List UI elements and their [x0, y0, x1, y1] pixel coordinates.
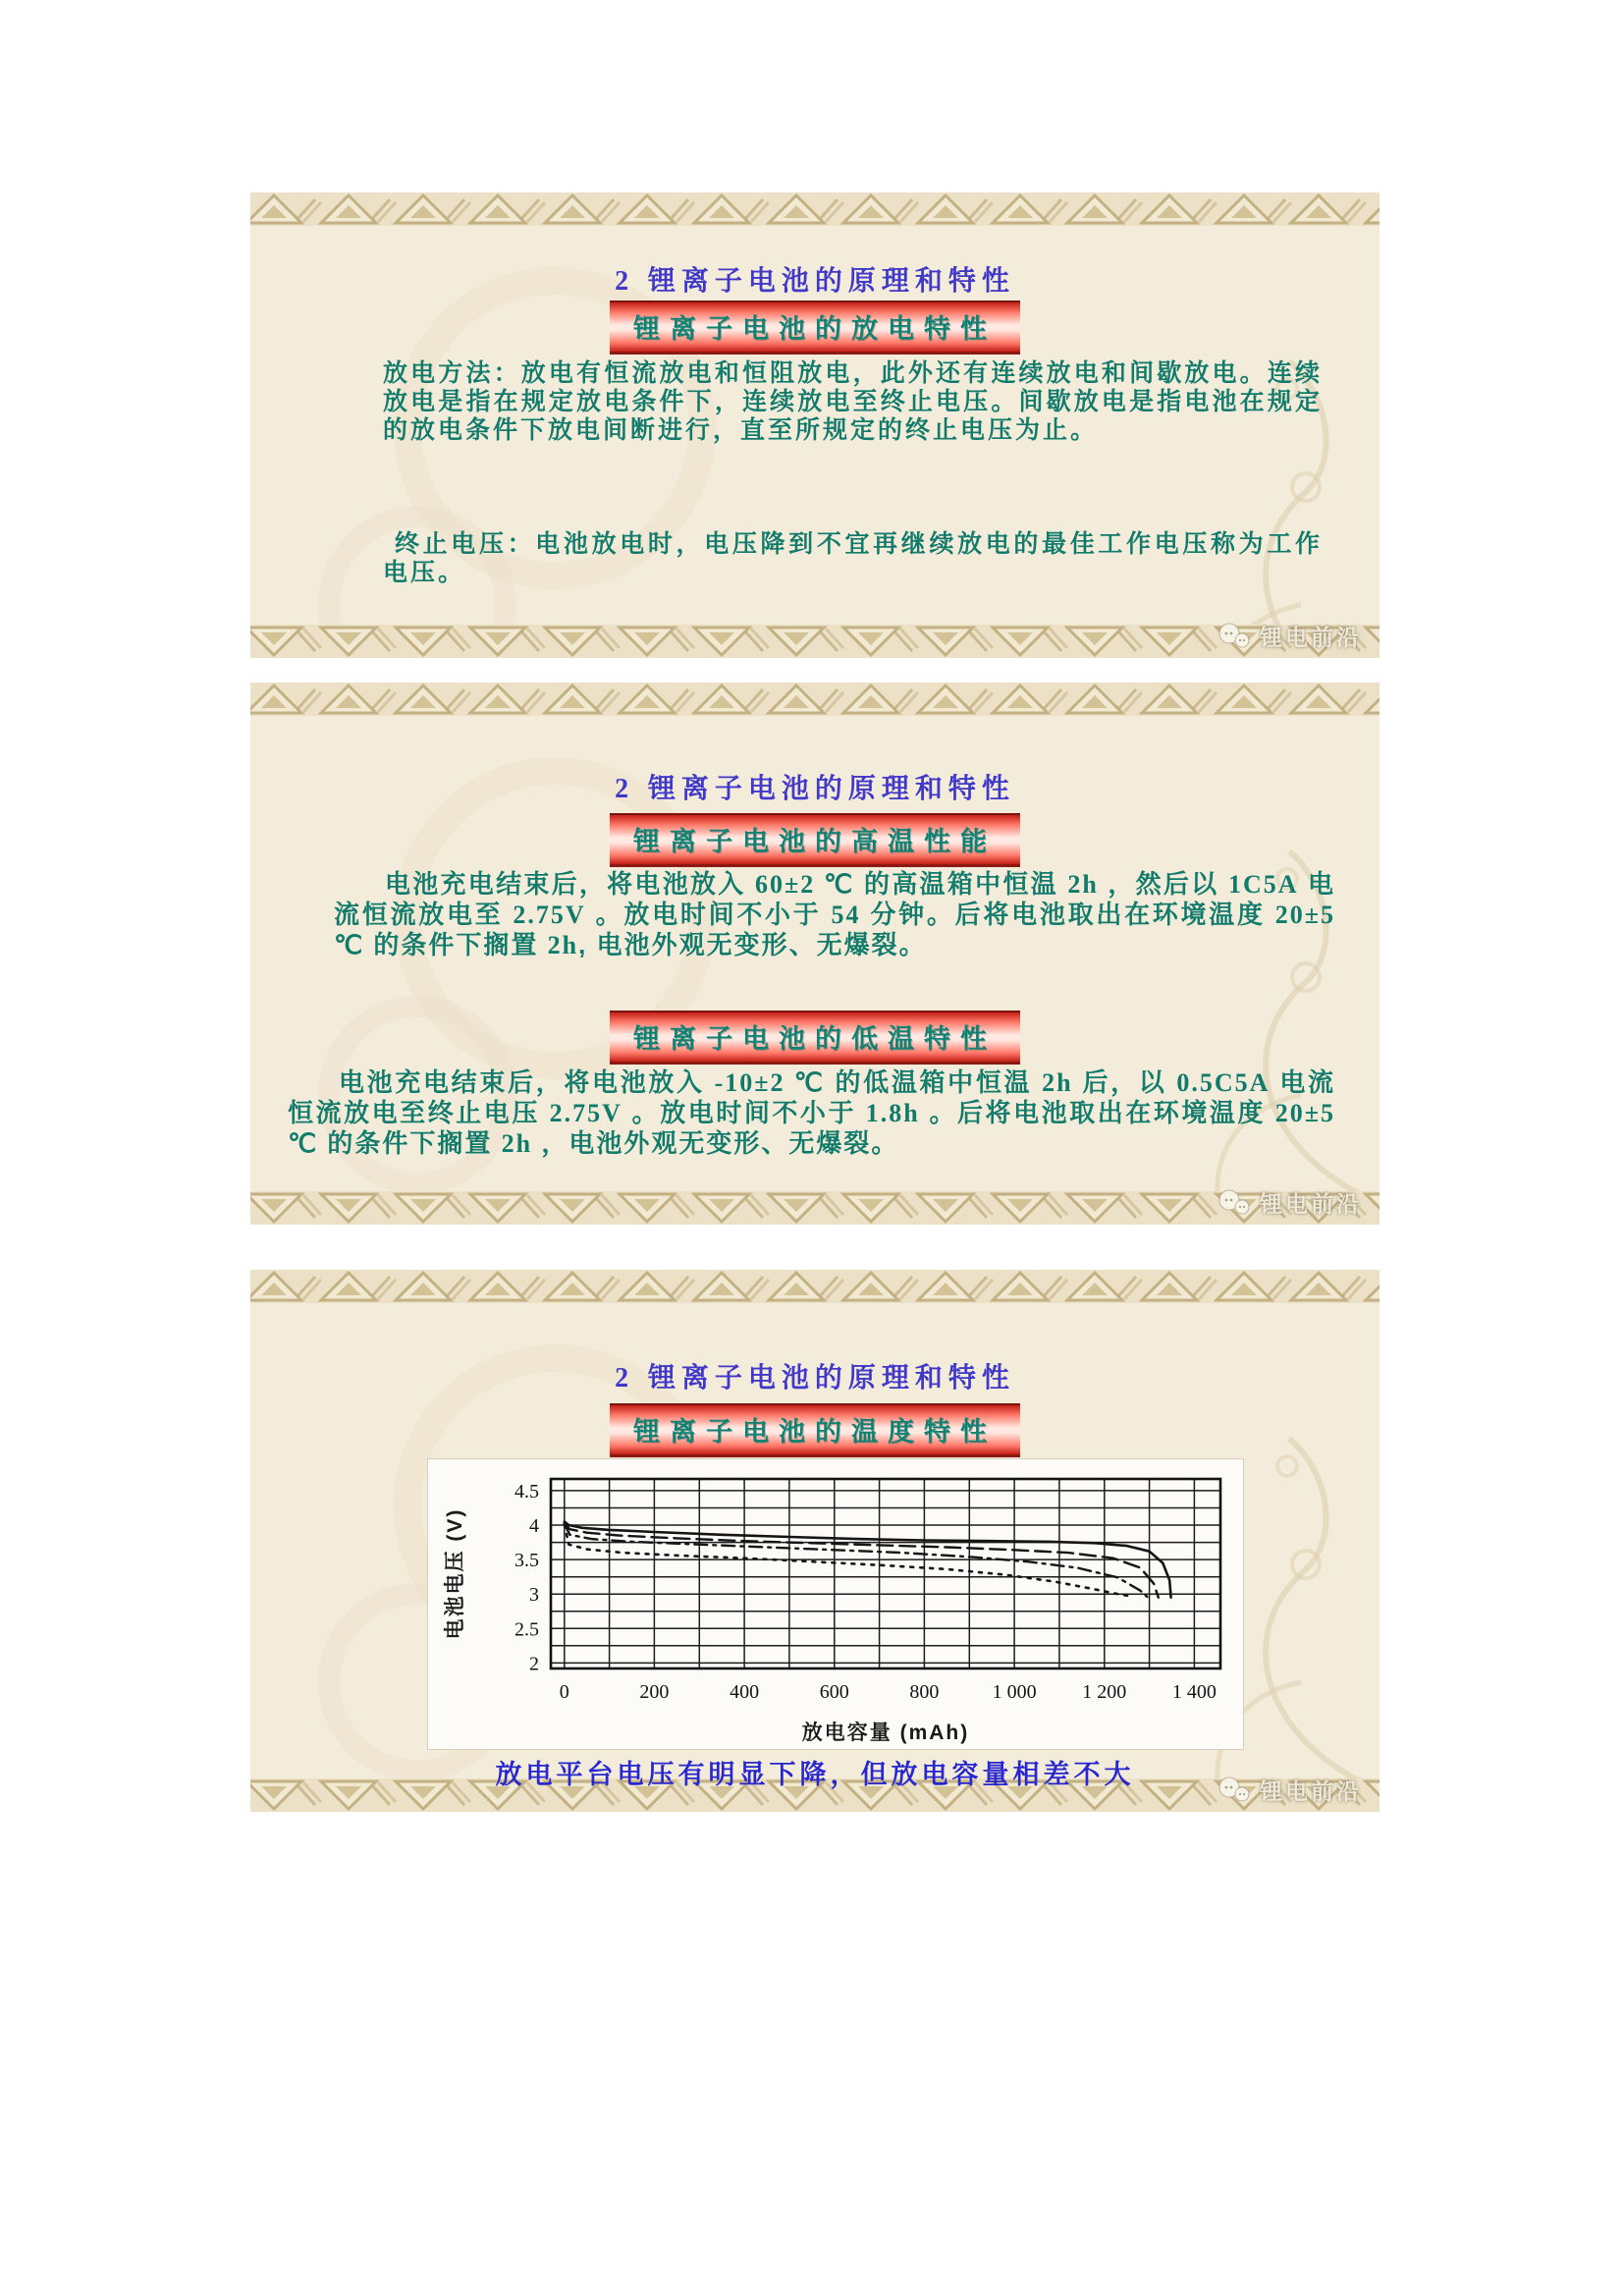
watermark-label: 锂电前沿	[1260, 1778, 1362, 1804]
conclusion-caption: 放电平台电压有明显下降，但放电容量相差不大	[495, 1760, 1135, 1789]
chat-bubbles-icon	[1217, 623, 1253, 650]
border-band-top	[250, 683, 1380, 716]
chat-bubbles-icon	[1217, 1777, 1253, 1804]
svg-text:1 400: 1 400	[1171, 1681, 1217, 1703]
section-banner-high-temp: 锂离子电池的高温性能	[610, 813, 1020, 867]
svg-text:电池电压 (V): 电池电压 (V)	[444, 1507, 466, 1640]
watermark-label: 锂电前沿	[1260, 1191, 1362, 1217]
svg-text:3.5: 3.5	[514, 1550, 539, 1572]
slide-temperature-characteristics-chart	[250, 1270, 1380, 1812]
slide-title: 2 锂离子电池的原理和特性	[615, 265, 1015, 297]
watermark	[1217, 620, 1362, 652]
border-band-top	[250, 1270, 1380, 1303]
section-banner: 锂离子电池的温度特性	[610, 1403, 1020, 1457]
svg-text:放电容量 (mAh): 放电容量 (mAh)	[801, 1722, 970, 1744]
svg-text:4.5: 4.5	[514, 1480, 539, 1503]
svg-text:400: 400	[730, 1681, 760, 1703]
border-band-bottom	[250, 1191, 1380, 1225]
section-banner-low-temp: 锂离子电池的低温特性	[610, 1011, 1020, 1065]
svg-text:1 200: 1 200	[1082, 1681, 1127, 1703]
watermark	[1217, 1186, 1362, 1219]
line-chart	[428, 1459, 1243, 1749]
svg-text:800: 800	[909, 1681, 940, 1703]
border-band-top	[250, 192, 1380, 226]
body-paragraph: 电池充电结束后，将电池放入 60±2 ℃ 的高温箱中恒温 2h ，然后以 1C5A 电流恒流放电至 2.75V 。放电时间不小于 54 分钟。后将电池取出在环境温度 20±5 ℃ 的条件下搁置 2h, 电池外观无变形、无爆裂。	[334, 869, 1335, 959]
svg-text:3: 3	[529, 1584, 539, 1607]
slide-temperature-performance	[250, 683, 1380, 1225]
svg-text:2: 2	[529, 1653, 539, 1675]
section-banner: 锂离子电池的放电特性	[610, 301, 1020, 355]
slide-title: 2 锂离子电池的原理和特性	[615, 773, 1015, 804]
watermark	[1217, 1774, 1362, 1806]
svg-text:1 000: 1 000	[992, 1681, 1037, 1703]
svg-text:4: 4	[529, 1515, 539, 1537]
body-paragraph: 电池充电结束后，将电池放入 -10±2 ℃ 的低温箱中恒温 2h 后，以 0.5C5A 电流恒流放电至终止电压 2.75V 。放电时间不小于 1.8h 。后将电池取出在环境温度 20±5 ℃ 的条件下搁置 2h ，电池外观无变形、无爆裂。	[288, 1067, 1335, 1158]
body-paragraph: 终止电压：电池放电时，电压降到不宜再继续放电的最佳工作电压称为工作电压。	[383, 530, 1323, 586]
border-band-bottom	[250, 625, 1380, 658]
slide-title: 2 锂离子电池的原理和特性	[615, 1362, 1015, 1394]
svg-text:600: 600	[819, 1681, 849, 1703]
svg-text:2.5: 2.5	[514, 1618, 539, 1641]
chat-bubbles-icon	[1217, 1189, 1253, 1217]
svg-text:200: 200	[639, 1681, 670, 1703]
discharge-curve-chart	[427, 1458, 1244, 1750]
body-paragraph: 放电方法：放电有恒流放电和恒阻放电，此外还有连续放电和间歇放电。连续放电是指在规定放电条件下，连续放电至终止电压。间歇放电是指电池在规定的放电条件下放电间断进行，直至所规定的终止电压为止。	[383, 359, 1323, 444]
slide-discharge-characteristics	[250, 192, 1380, 658]
watermark-label: 锂电前沿	[1260, 625, 1362, 650]
svg-text:0: 0	[559, 1681, 569, 1703]
